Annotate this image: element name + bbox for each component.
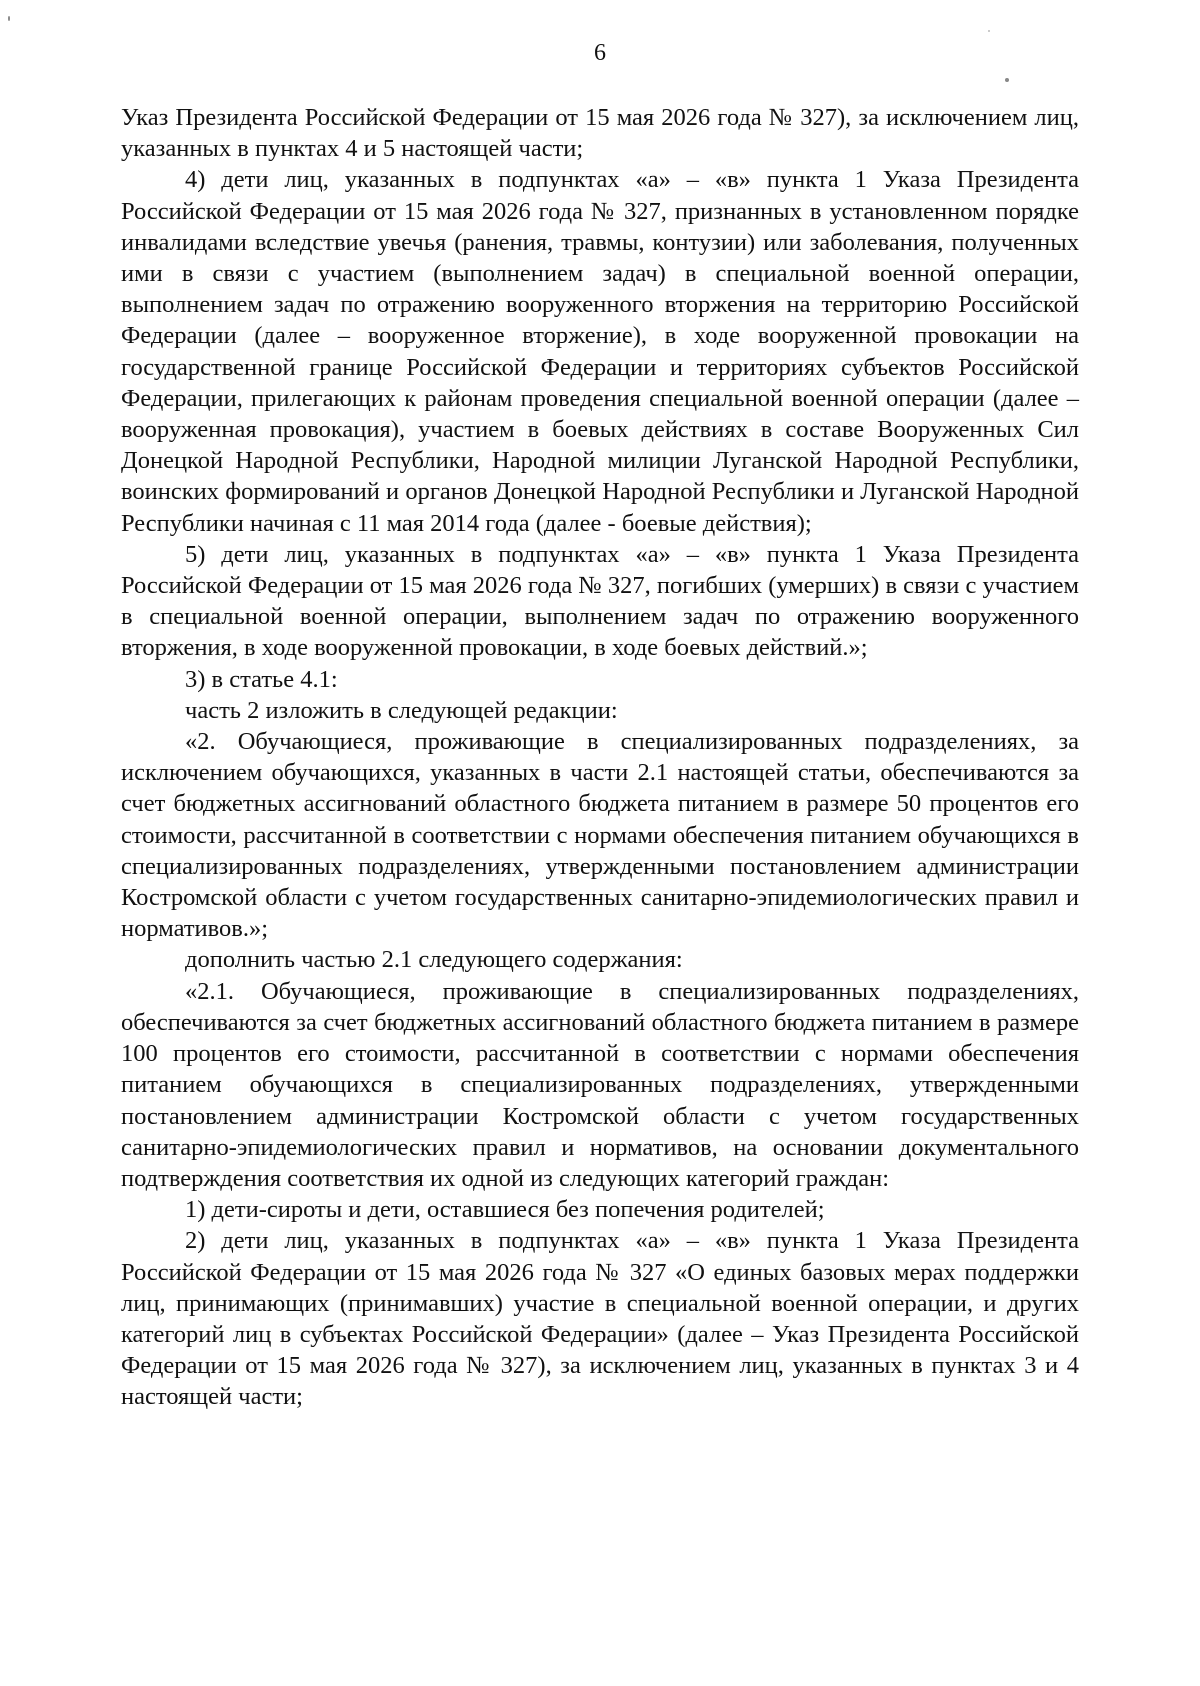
paragraph-item-4: 4) дети лиц, указанных в подпунктах «а» – «в» пункта 1 Указа Президента Российской Федерации от 15 мая 2026 года № 327, признанных в установленном порядке инвалидами вследствие увечья (ранения, травмы, контузии) или заболевания, полученных ими в связи с участием (выполнением задач) в специальной военной операции, выполнением задач по отражению вооруженного вторжения на территорию Российской Федерации (далее – вооруженное вторжение), в ходе вооруженной провокации на государственной границе Российской Федерации и территориях субъектов Российской Федерации, прилегающих к районам проведения специальной военной операции (далее – вооруженная провокация), участием в боевых действиях в составе Вооруженных Сил Донецкой Народной Республики, Народной милиции Луганской Народной Республики, воинских формирований и органов Донецкой Народной Республики и Луганской Народной Республики начиная с 11 мая 2014 года (далее - боевые действия); [121, 166, 1079, 537]
paragraph-article-4-1: 3) в статье 4.1: [185, 665, 338, 693]
paragraph-category-2: 2) дети лиц, указанных в подпунктах «а» – «в» пункта 1 Указа Президента Российской Федерации от 15 мая 2026 года № 327 «О единых базовых мерах поддержки лиц, принимающих (принимавших) участие в специальной военной операции, и других категорий лиц в субъектах Российской Федерации» (далее – Указ Президента Российской Федерации от 15 мая 2026 года № 327), за исключением лиц, указанных в пунктах 3 и 4 настоящей части; [121, 1227, 1079, 1411]
scan-speck [988, 30, 990, 32]
paragraph-part-2-text: «2. Обучающиеся, проживающие в специализированных подразделениях, за исключением обучающихся, указанных в части 2.1 настоящей статьи, обеспечиваются за счет бюджетных ассигнований областного бюджета питанием в размере 50 процентов его стоимости, рассчитанной в соответствии с нормами обеспечения питанием обучающихся в специализированных подразделениях, утвержденными постановлением администрации Костромской области с учетом государственных санитарно-эпидемиологических правил и нормативов.»; [121, 728, 1079, 943]
paragraph-item-5: 5) дети лиц, указанных в подпунктах «а» – «в» пункта 1 Указа Президента Российской Федерации от 15 мая 2026 года № 327, погибших (умерших) в связи с участием в специальной военной операции, выполнением задач по отражению вооруженного вторжения, в ходе вооруженной провокации, в ходе боевых действий.»; [121, 540, 1079, 662]
page-number: 6 [594, 40, 606, 66]
paragraph-continuation: Указ Президента Российской Федерации от 15 мая 2026 года № 327), за исключением лиц, указанных в пунктах 4 и 5 настоящей части; [121, 104, 1079, 163]
scan-speck [8, 16, 10, 21]
document-body [121, 102, 1079, 1413]
paragraph-category-1: 1) дети-сироты и дети, оставшиеся без попечения родителей; [185, 1196, 825, 1224]
paragraph-part-2-1-text: «2.1. Обучающиеся, проживающие в специализированных подразделениях, обеспечиваются за счет бюджетных ассигнований областного бюджета питанием в размере 100 процентов его стоимости, рассчитанной в соответствии с нормами обеспечения питанием обучающихся в специализированных подразделениях, утвержденными постановлением администрации Костромской области с учетом государственных санитарно-эпидемиологических правил и нормативов, на основании документального подтверждения соответствия их одной из следующих категорий граждан: [121, 977, 1079, 1192]
scan-speck [1005, 78, 1009, 82]
paragraph-part-2-1-intro: дополнить частью 2.1 следующего содержания: [185, 946, 683, 974]
paragraph-part-2-intro: часть 2 изложить в следующей редакции: [185, 696, 618, 724]
